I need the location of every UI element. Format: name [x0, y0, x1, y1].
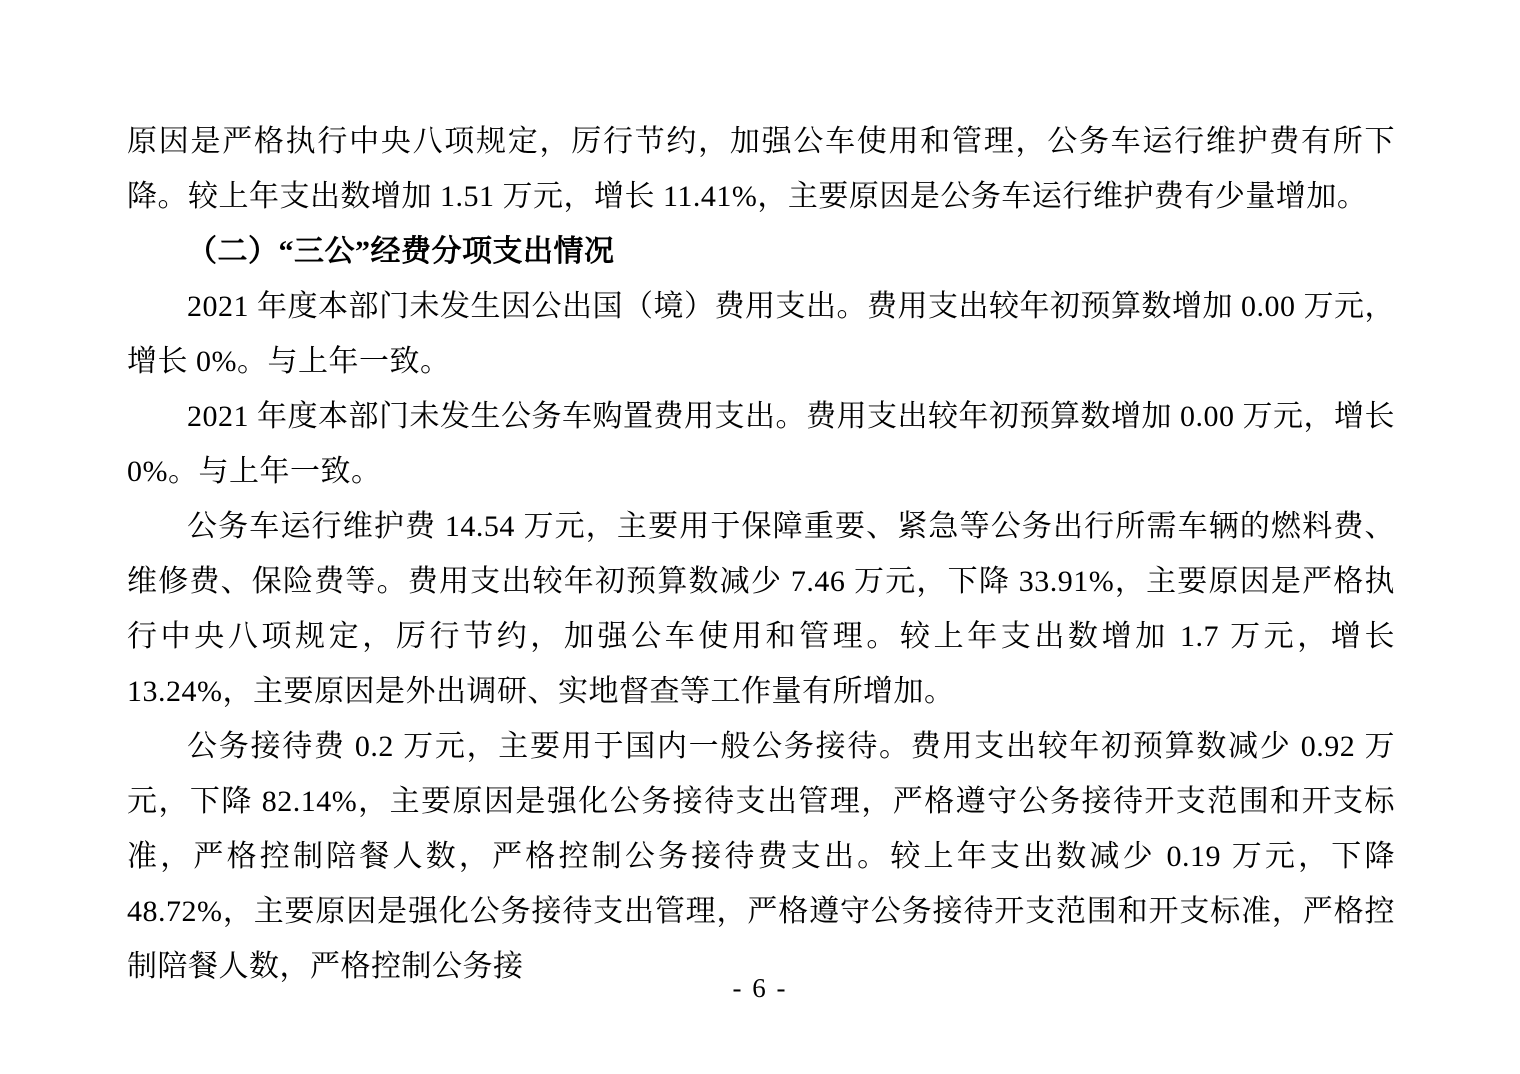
- page-number: - 6 -: [732, 973, 788, 1003]
- paragraph-vehicle-operation-expense: 公务车运行维护费 14.54 万元，主要用于保障重要、紧急等公务出行所需车辆的燃料费、维修费、保险费等。费用支出较年初预算数减少 7.46 万元，下降 33.91%，主要原因是严格执行中央八项规定，厉行节约，加强公车使用和管理。较上年支出数增加 1.7 万元，增长 13.24%，主要原因是外出调研、实地督查等工作量有所增加。: [127, 510, 1395, 708]
- paragraph-overseas-travel-expense: 2021 年度本部门未发生因公出国（境）费用支出。费用支出较年初预算数增加 0.00 万元，增长 0%。与上年一致。: [127, 290, 1395, 378]
- paragraph-vehicle-purchase-expense: 2021 年度本部门未发生公务车购置费用支出。费用支出较年初预算数增加 0.00 万元，增长 0%。与上年一致。: [127, 400, 1395, 488]
- paragraph-official-reception-expense: 公务接待费 0.2 万元，主要用于国内一般公务接待。费用支出较年初预算数减少 0.92 万元，下降 82.14%，主要原因是强化公务接待支出管理，严格遵守公务接待开支范围和开支标准，严格控制陪餐人数，严格控制公务接待费支出。较上年支出数减少 0.19 万元，下降 48.72%，主要原因是强化公务接待支出管理，严格遵守公务接待开支范围和开支标准，严格控制陪餐人数，严格控制公务接: [127, 730, 1395, 983]
- paragraph-continued-from-previous-page: 原因是严格执行中央八项规定，厉行节约，加强公车使用和管理，公务车运行维护费有所下降。较上年支出数增加 1.51 万元，增长 11.41%，主要原因是公务车运行维护费有少量增加。: [127, 125, 1395, 213]
- section-heading-three-public-expenses: （二）“三公”经费分项支出情况: [187, 235, 615, 268]
